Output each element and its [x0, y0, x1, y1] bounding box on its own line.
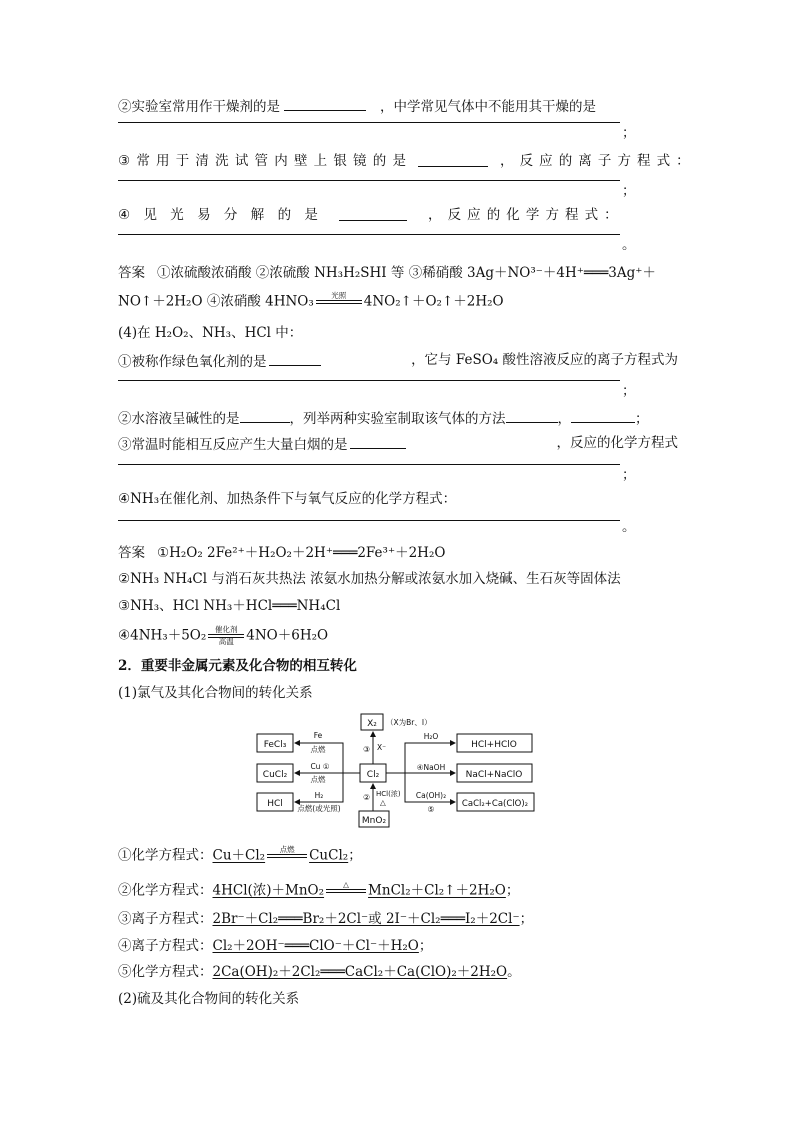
prompt-tail-text: ，反应的化学方程式：: [428, 207, 624, 223]
q3-item4-tail: [428, 206, 678, 224]
prompt-char: 的: [277, 207, 292, 223]
step3-label: ③: [363, 745, 371, 754]
prompt-char: 上: [313, 153, 328, 169]
h2o-label: H₂O: [423, 732, 439, 741]
equation-2: ②化学方程式：4HCl(浓)＋MnO₂ △ MnCl₂＋Cl₂↑＋2H₂O；: [118, 881, 678, 901]
q4-answer-line3: ③NH₃、HCl NH₃＋HCl═══NH₄Cl: [118, 598, 341, 614]
answer-blank[interactable]: [240, 408, 290, 423]
answer-blank[interactable]: [571, 408, 635, 423]
naoh-label: ④NaOH: [416, 763, 446, 772]
answer-blank-line[interactable]: [118, 234, 620, 235]
subsection-title: (2)硫及其化合物间的转化关系: [118, 991, 300, 1007]
answer-blank-line[interactable]: [118, 464, 620, 465]
prompt-char: 见: [143, 207, 157, 223]
answer-blank[interactable]: [269, 351, 321, 366]
prompt-char: 试: [234, 153, 249, 169]
hcl-label: HCl: [267, 799, 283, 809]
step5-label: ⑤: [427, 805, 435, 814]
equation-5: ⑤化学方程式：2Ca(OH)₂＋2Cl₂═══CaCl₂＋Ca(ClO)₂＋2H₂O。: [118, 964, 521, 980]
fecl3-label: FeCl₃: [263, 740, 287, 750]
prompt-char: 于: [175, 153, 190, 169]
prompt-char: 洗: [215, 153, 229, 169]
prompt-char: 易: [197, 207, 211, 223]
q4-answer-line2: ②NH₃ NH₄Cl 与消石灰共热法 浓氨水加热分解或浓氨水加入烧碱、生石灰等固体法: [118, 571, 621, 587]
fe-cond: 点燃: [310, 745, 326, 754]
hcl-hclo-label: HCl+HClO: [471, 740, 517, 750]
q4-item4-line: ④NH₃在催化剂、加热条件下与氧气反应的化学方程式：: [118, 491, 457, 507]
nacl-naclo-label: NaCl+NaClO: [465, 770, 523, 780]
q3-item4-prompt: [118, 206, 318, 224]
reaction-condition-arrow: △: [326, 881, 366, 901]
prompt-char: 是: [304, 207, 318, 223]
x2-note: （X为Br、I）: [386, 718, 432, 727]
cu-label: Cu ①: [310, 762, 330, 771]
prompt-char: 常: [136, 153, 150, 169]
answer-blank[interactable]: [284, 96, 366, 111]
prompt-char: 清: [195, 153, 209, 169]
cl2-label: Cl₂: [366, 770, 380, 780]
section-title: 2．重要非金属元素及化合物的相互转化: [118, 658, 357, 674]
fe-label: Fe: [313, 731, 323, 740]
prompt-char: 的: [372, 153, 387, 169]
equation-3: ③离子方程式：2Br⁻＋Cl₂═══Br₂＋2Cl⁻或 2I⁻＋Cl₂═══I₂＋2Cl⁻；: [118, 911, 534, 927]
prompt-tail-text: ，反应的离子方程式：: [500, 153, 696, 169]
q4-title: (4)在 H₂O₂、NH₃、HCl 中：: [118, 325, 303, 341]
prompt-char: 是: [392, 153, 406, 169]
equation-1: ①化学方程式：Cu＋Cl₂ 点燃 CuCl₂；: [118, 846, 678, 866]
x-minus-label: X⁻: [377, 743, 387, 752]
prompt-char: 分: [223, 207, 238, 223]
reaction-condition-arrow: 光照: [316, 292, 362, 312]
q4-answer-line1: 答案 ①H₂O₂ 2Fe²⁺＋H₂O₂＋2H⁺═══2Fe³⁺＋2H₂O: [118, 545, 446, 561]
prompt-char: 解: [250, 207, 265, 223]
answer-blank-line[interactable]: [118, 520, 620, 521]
mno2-label: MnO₂: [361, 816, 387, 826]
q4-item2-line: ②水溶液呈碱性的是 ，列举两种实验室制取该气体的方法 ， ；: [118, 408, 678, 428]
h2-cond: 点燃(或光照): [297, 804, 341, 813]
reaction-condition-arrow: 点燃: [267, 846, 307, 866]
q4-item1-line: ①被称作绿色氧化剂的是 ，它与 FeSO₄ 酸性溶液反应的离子方程式为: [118, 352, 678, 370]
prompt-char: 壁: [293, 153, 308, 169]
cucl2-label: CuCl₂: [262, 770, 288, 780]
cu-cond: 点燃: [310, 775, 326, 784]
answer-blank-line[interactable]: [118, 180, 620, 181]
q3-answer-line1: 答案 ①浓硫酸浓硝酸 ②浓硫酸 NH₃H₂SHI 等 ③稀硝酸 3Ag＋NO³⁻＋4H⁺═══3Ag⁺＋: [118, 265, 656, 281]
answer-blank[interactable]: [339, 206, 407, 221]
q3-item3-prompt: [118, 152, 406, 170]
q4-answer-line4: ④4NH₃＋5O₂ 催化剂 高温 4NO＋6H₂O: [118, 625, 329, 646]
q3-item2-line: ②实验室常用作干燥剂的是 ，中学常见气体中不能用其干燥的是: [118, 96, 678, 116]
x2-label: X₂: [367, 719, 377, 729]
answer-blank-line[interactable]: [118, 122, 620, 123]
prompt-char: 用: [156, 153, 170, 169]
equation-4: ④离子方程式：Cl₂＋2OH⁻═══ClO⁻＋Cl⁻＋H₂O；: [118, 938, 433, 954]
answer-blank[interactable]: [418, 152, 488, 167]
prompt-char: ④: [118, 207, 131, 223]
q3-item3-line: [118, 152, 696, 170]
q3-item4-line: [118, 206, 678, 224]
answer-blank-line[interactable]: [118, 380, 620, 381]
prompt-char: 管: [254, 153, 269, 169]
step2-label: ②: [363, 793, 371, 802]
subsection-title: (1)氯气及其化合物间的转化关系: [118, 685, 313, 701]
q3-item3-tail: [500, 152, 696, 170]
heat-label: △: [380, 798, 386, 807]
answer-blank[interactable]: [350, 434, 406, 449]
q4-item3-line: ③常温时能相互反应产生大量白烟的是 ，反应的化学方程式: [118, 435, 678, 453]
answer-blank[interactable]: [506, 408, 558, 423]
q3-answer-line2: NO↑＋2H₂O ④浓硝酸 4HNO₃ 光照 4NO₂↑＋O₂↑＋2H₂O: [118, 292, 678, 312]
cacl2-caclo2-label: CaCl₂+Ca(ClO)₂: [461, 799, 529, 809]
h2-label: H₂: [314, 791, 324, 800]
caoh2-label: Ca(OH)₂: [415, 791, 447, 800]
prompt-char: 光: [170, 207, 184, 223]
reaction-condition-arrow: 催化剂 高温: [208, 626, 244, 646]
hcl-conc-label: HCl(浓): [376, 790, 401, 798]
chlorine-conversion-diagram: [255, 712, 540, 830]
prompt-char: 内: [274, 153, 288, 169]
prompt-char: 银: [333, 153, 347, 169]
prompt-char: 镜: [353, 153, 367, 169]
prompt-char: ③: [118, 153, 131, 169]
